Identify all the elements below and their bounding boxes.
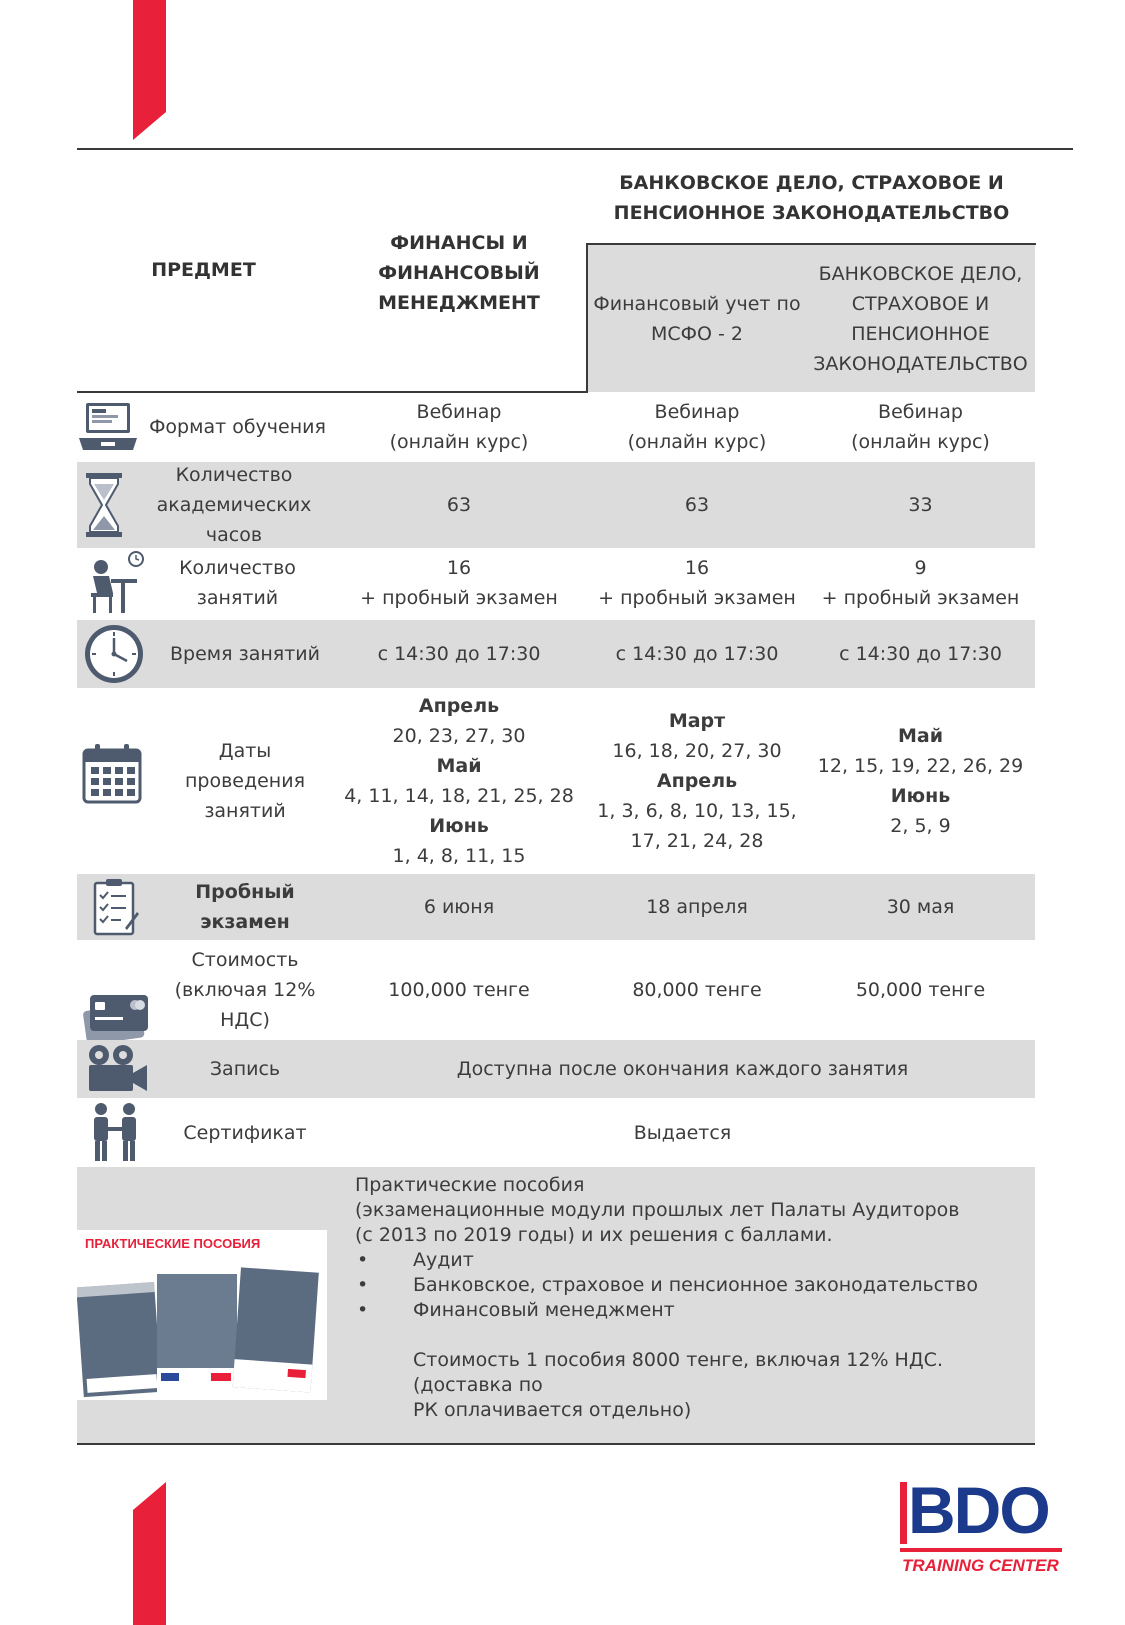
film-camera-icon [80, 1042, 152, 1096]
hourglass-icon [82, 470, 126, 540]
materials-line2: (экзаменационные модули прошлых лет Палаты Аудиторов [355, 1199, 960, 1221]
record-value: Доступна после окончания каждого занятия [456, 1058, 909, 1080]
books-illustration [77, 1256, 327, 1400]
logo-red-bar [900, 1482, 907, 1544]
hours-col1: 63 [446, 494, 472, 516]
dates-col1: Апрель 20, 23, 27, 30 Май 4, 11, 14, 18, 21, 25, 28 Июнь 1, 4, 8, 11, 15 [344, 695, 574, 867]
table-bottom-rule [77, 1443, 1035, 1445]
exam-col2: 18 апреля [646, 896, 748, 918]
red-accent-bar-top [133, 0, 166, 140]
price-label: Стоимость (включая 12% НДС) [174, 949, 316, 1031]
materials-text [355, 1173, 1045, 1423]
hours-col2: 63 [684, 494, 710, 516]
materials-bullet: • Финансовый менеджмент [355, 1298, 1045, 1323]
record-label: Запись [209, 1058, 281, 1080]
subject-header: ПРЕДМЕТ [151, 259, 256, 281]
clock-icon [82, 622, 146, 686]
logo-subtitle: TRAINING CENTER [902, 1556, 1059, 1575]
time-label: Время занятий [170, 643, 320, 665]
lessons-col1: 16 + пробный экзамен [360, 557, 558, 609]
banking-law-header: БАНКОВСКОЕ ДЕЛО, СТРАХОВОЕ И ПЕНСИОННОЕ ЗАКОНОДАТЕЛЬСТВО [813, 262, 1028, 375]
banking-group-header: БАНКОВСКОЕ ДЕЛО, СТРАХОВОЕ И ПЕНСИОННОЕ ЗАКОНОДАТЕЛЬСТВО [613, 172, 1010, 224]
format-label: Формат обучения [149, 415, 326, 438]
materials-bullet: • Банковское, страховое и пенсионное законодательство [355, 1273, 1045, 1298]
materials-bullet: • Аудит [355, 1248, 1045, 1273]
logo-brand: BDO [908, 1473, 1049, 1547]
price-col2: 80,000 тенге [632, 979, 762, 1001]
time-col3: с 14:30 до 17:30 [839, 643, 1002, 665]
checklist-icon [90, 876, 142, 938]
time-col2: с 14:30 до 17:30 [615, 643, 779, 665]
materials-price-line2: РК оплачивается отдельно) [413, 1399, 692, 1421]
format-col2: Вебинар (онлайн курс) [627, 400, 767, 453]
price-col3: 50,000 тенге [855, 979, 986, 1001]
red-accent-bar-bottom [133, 1482, 166, 1625]
logo-underline [900, 1548, 1062, 1552]
calendar-icon [80, 740, 144, 806]
finance-management-header: ФИНАНСЫ И ФИНАНСОВЫЙ МЕНЕДЖМЕНТ [378, 232, 540, 314]
price-col1: 100,000 тенге [388, 979, 530, 1001]
time-col1: с 14:30 до 17:30 [377, 643, 541, 665]
hours-label: Количество академических часов [156, 464, 312, 546]
materials-image [77, 1230, 327, 1400]
hours-col3: 33 [908, 494, 933, 516]
lessons-col3: 9 + пробный экзамен [821, 557, 1020, 609]
materials-price-line1: Стоимость 1 пособия 8000 тенге, включая 12% НДС. (доставка по [413, 1349, 943, 1396]
exam-col3: 30 мая [886, 896, 955, 918]
student-desk-icon [82, 550, 146, 616]
materials-line3: (с 2013 по 2019 годы) и их решения с баллами. [355, 1224, 833, 1246]
exam-col1: 6 июня [423, 896, 495, 918]
lessons-label: Количество занятий [179, 557, 296, 609]
materials-image-title: ПРАКТИЧЕСКИЕ ПОСОБИЯ [85, 1236, 261, 1251]
exam-label: Пробный экзамен [195, 881, 295, 933]
cert-label: Сертификат [183, 1121, 307, 1144]
dates-label: Даты проведения занятий [184, 740, 306, 822]
ifrs-header: Финансовый учет по МСФО - 2 [593, 292, 801, 345]
lessons-col2: 16 + пробный экзамен [598, 557, 796, 609]
handshake-people-icon [84, 1100, 146, 1164]
bdo-logo [900, 1473, 1065, 1588]
dates-col3: Май 12, 15, 19, 22, 26, 29 Июнь 2, 5, 9 [817, 725, 1024, 837]
materials-title: Практические пособия [355, 1174, 585, 1196]
laptop-icon [77, 397, 139, 457]
format-col3: Вебинар (онлайн курс) [851, 400, 990, 453]
format-col1: Вебинар (онлайн курс) [389, 400, 529, 453]
cert-value: Выдается [633, 1121, 732, 1144]
dates-col2: Март 16, 18, 20, 27, 30 Апрель 1, 3, 6, 8, 10, 13, 15, 17, 21, 24, 28 [597, 710, 797, 852]
